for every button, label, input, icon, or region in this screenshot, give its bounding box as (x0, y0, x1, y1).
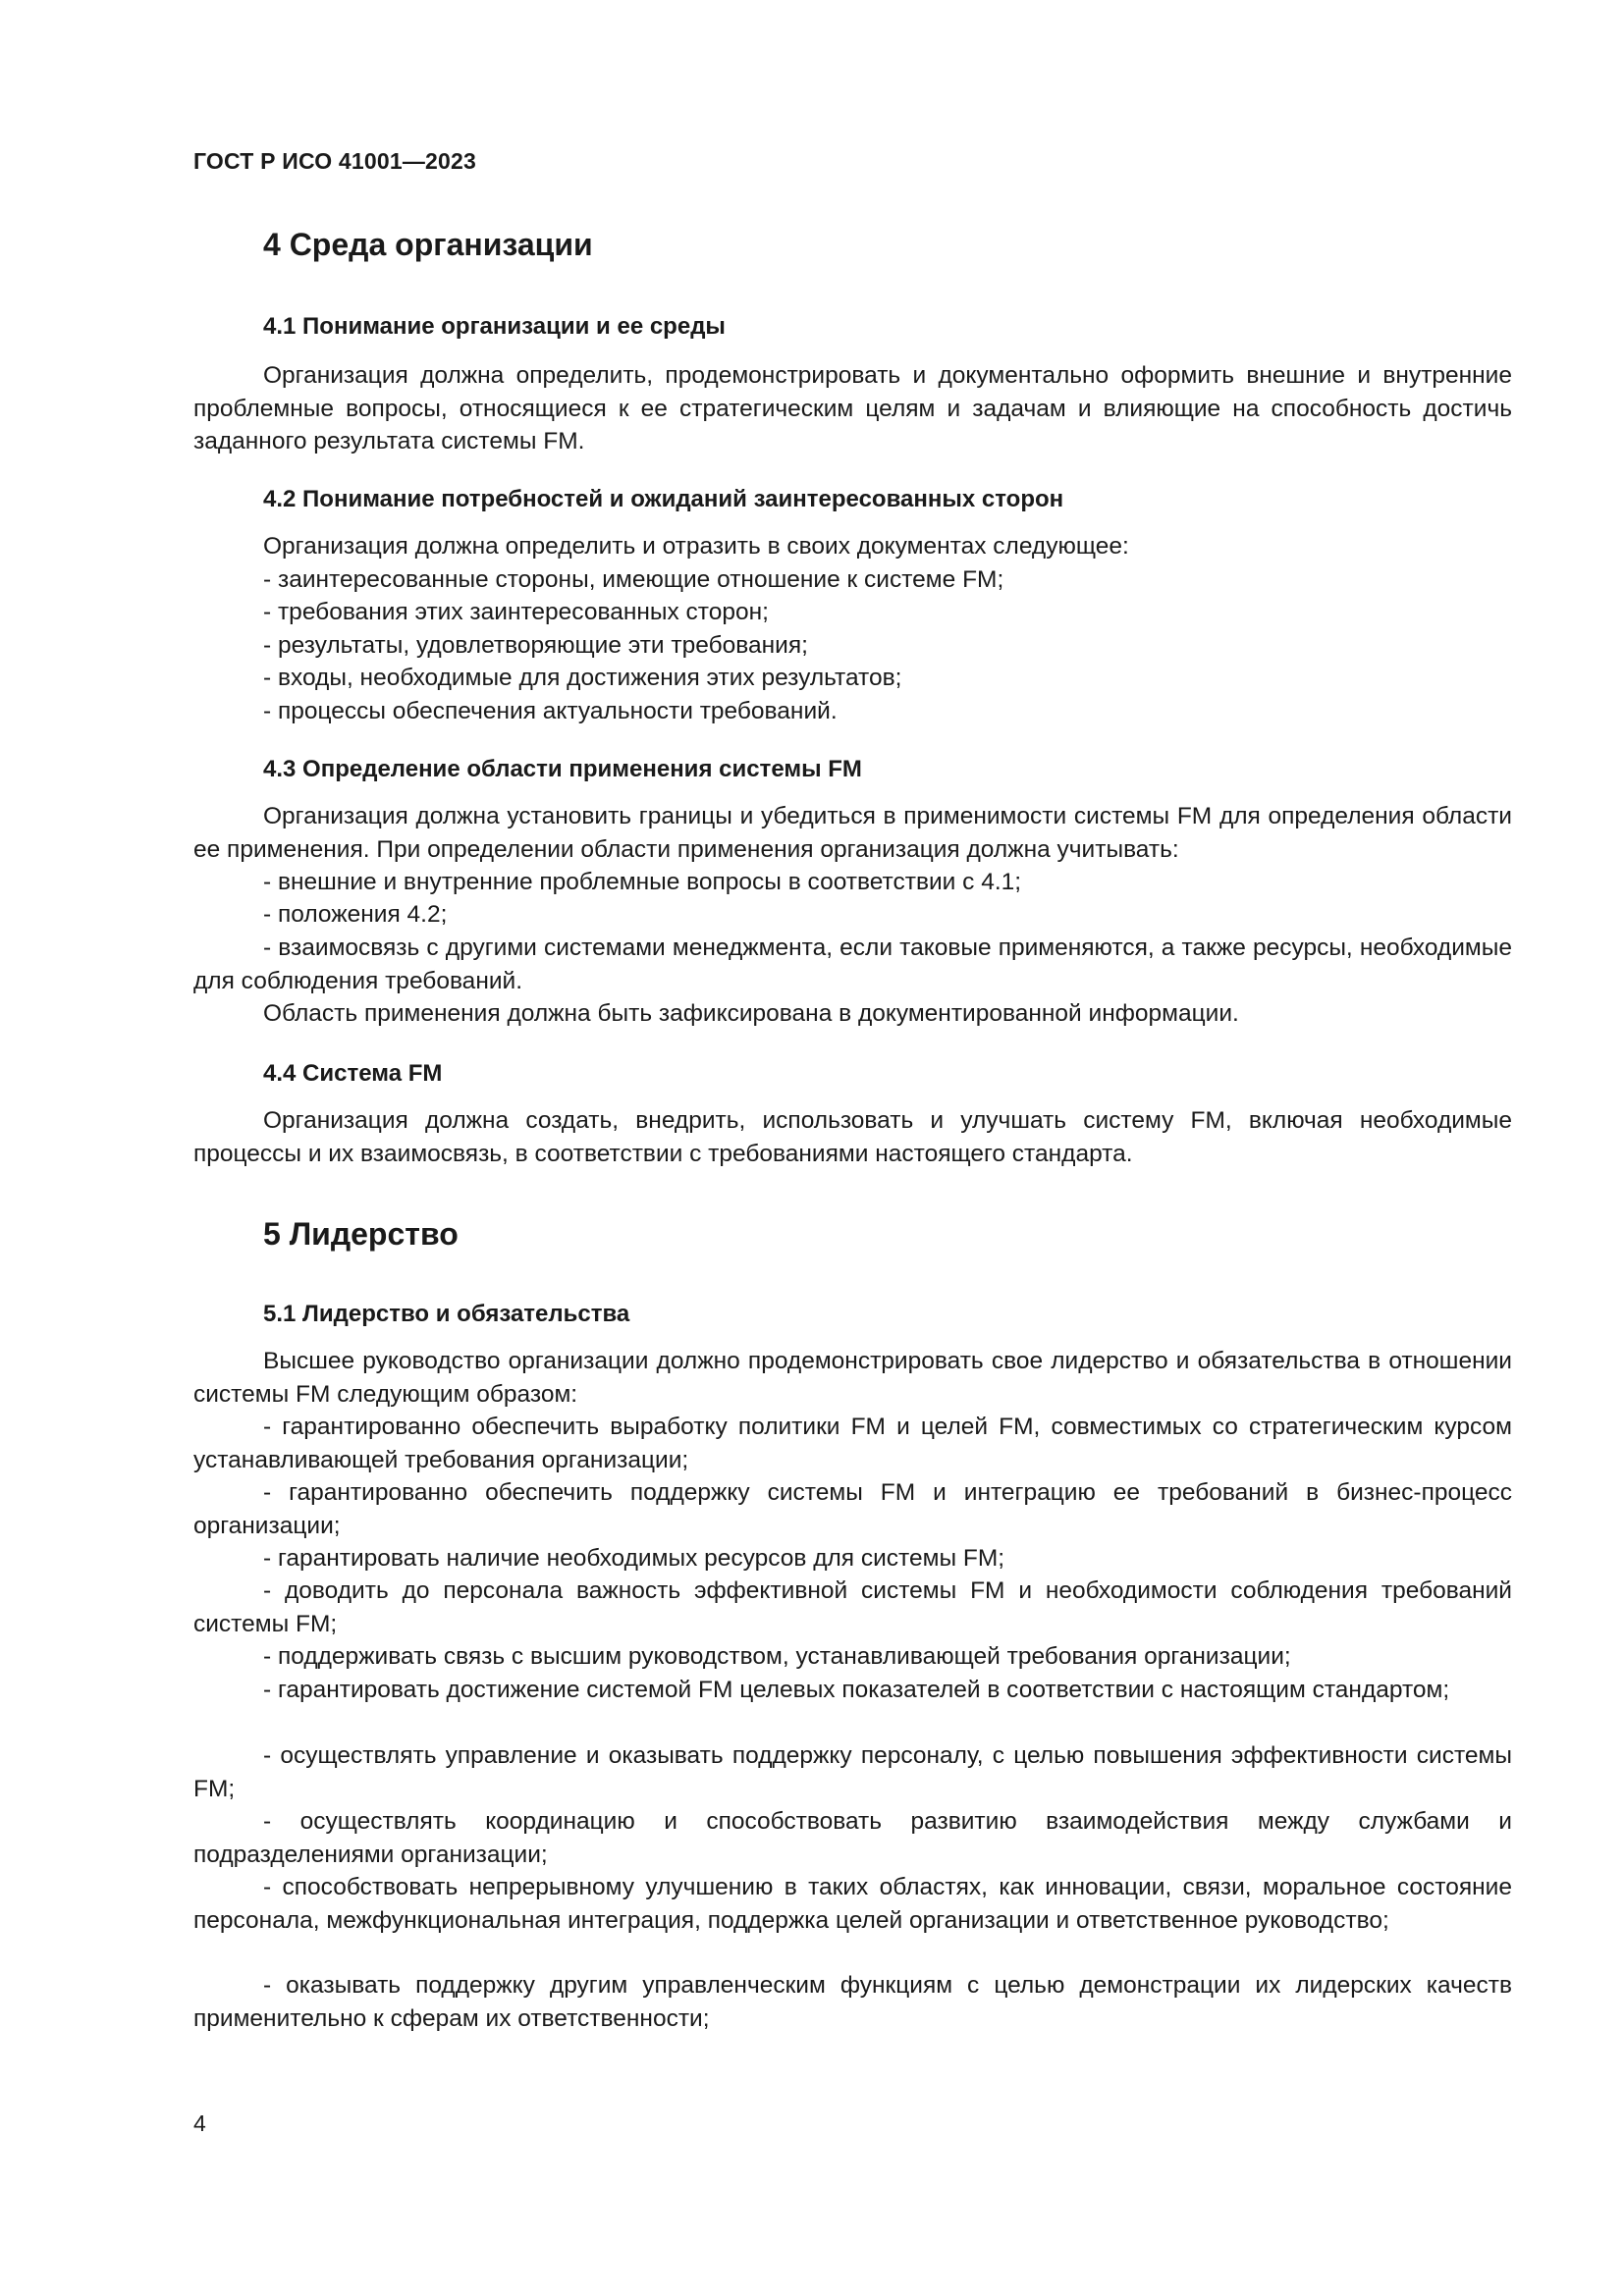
list-item: - результаты, удовлетворяющие эти требования; (263, 632, 808, 659)
subsection-4-3-title: 4.3 Определение области применения системы FM (263, 756, 862, 782)
list-item: - гарантированно обеспечить поддержку системы FM и интеграцию ее требований в бизнес-процесс организации; (193, 1479, 1512, 1539)
section-4-title: 4 Среда организации (263, 227, 593, 262)
subsection-5-1-intro: Высшее руководство организации должно продемонстрировать свое лидерство и обязательства в отношении системы FM следующим образом: (193, 1348, 1512, 1408)
list-item: - взаимосвязь с другими системами менеджмента, если таковые применяются, а также ресурсы, необходимые для соблюдения требований. (193, 934, 1512, 994)
list-item: - доводить до персонала важность эффективной системы FM и необходимости соблюдения требований системы FM; (193, 1577, 1512, 1637)
list-item: - процессы обеспечения актуальности требований. (263, 698, 838, 724)
subsection-4-2-intro: Организация должна определить и отразить в своих документах следующее: (263, 533, 1129, 560)
list-item: - поддерживать связь с высшим руководством, устанавливающей требования организации; (263, 1643, 1291, 1670)
standard-code: ГОСТ Р ИСО 41001—2023 (193, 148, 477, 174)
list-item: - заинтересованные стороны, имеющие отношение к системе FM; (263, 566, 1004, 593)
page-number: 4 (193, 2110, 206, 2136)
list-item: - гарантированно обеспечить выработку политики FM и целей FM, совместимых со стратегическим курсом устанавливающей требования организации; (193, 1414, 1512, 1473)
list-item: - способствовать непрерывному улучшению в таких областях, как инновации, связи, моральное состояние персонала, межфункциональная интеграция, поддержка целей организации и ответственное руководство; (193, 1874, 1512, 1934)
list-item: - осуществлять управление и оказывать поддержку персоналу, с целью повышения эффективности системы FM; (193, 1742, 1512, 1802)
list-item: - осуществлять координацию и способствовать развитию взаимодействия между службами и подразделениями организации; (193, 1808, 1512, 1868)
subsection-4-2-title: 4.2 Понимание потребностей и ожиданий заинтересованных сторон (263, 486, 1064, 512)
list-item: - внешние и внутренние проблемные вопросы в соответствии с 4.1; (263, 869, 1022, 895)
subsection-4-3-closing: Область применения должна быть зафиксирована в документированной информации. (263, 1000, 1239, 1027)
subsection-4-1-text: Организация должна определить, продемонстрировать и документально оформить внешние и внутренние проблемные вопросы, относящиеся к ее стратегическим целям и задачам и влияющие на способность достичь заданного результата системы FM. (193, 362, 1512, 454)
list-item: - оказывать поддержку другим управленческим функциям с целью демонстрации их лидерских качеств применительно к сферам их ответственности; (193, 1972, 1512, 2032)
list-item: - входы, необходимые для достижения этих результатов; (263, 665, 902, 691)
subsection-4-4-title: 4.4 Система FM (263, 1060, 443, 1087)
section-5-title: 5 Лидерство (263, 1216, 459, 1252)
list-item: - гарантировать достижение системой FM целевых показателей в соответствии с настоящим стандартом; (263, 1677, 1450, 1703)
list-item: - требования этих заинтересованных сторон; (263, 599, 769, 625)
subsection-4-1-title: 4.1 Понимание организации и ее среды (263, 313, 726, 340)
subsection-4-3-intro: Организация должна установить границы и убедиться в применимости системы FM для определения области ее применения. При определении области применения организация должна учитывать: (193, 803, 1512, 863)
list-item: - положения 4.2; (263, 901, 448, 928)
subsection-5-1-title: 5.1 Лидерство и обязательства (263, 1301, 630, 1327)
subsection-4-4-text: Организация должна создать, внедрить, использовать и улучшать систему FM, включая необходимые процессы и их взаимосвязь, в соответствии с требованиями настоящего стандарта. (193, 1107, 1512, 1167)
list-item: - гарантировать наличие необходимых ресурсов для системы FM; (263, 1545, 1005, 1572)
